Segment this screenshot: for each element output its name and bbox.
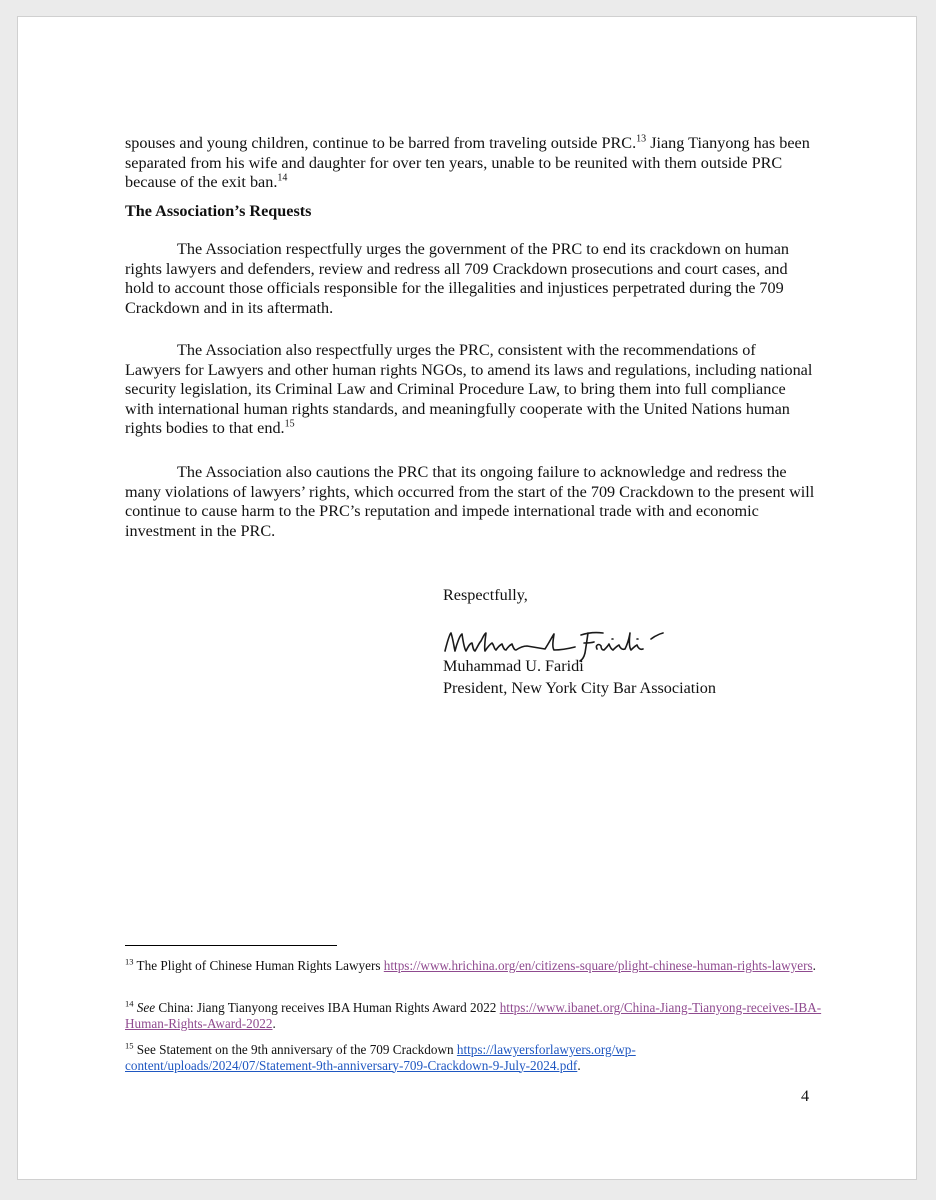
footnote-separator — [125, 945, 337, 946]
footnote-suffix: . — [812, 958, 816, 973]
footnote-number: 13 — [125, 956, 134, 967]
footnote-text: The Plight of Chinese Human Rights Lawyers — [133, 958, 384, 973]
footnote-suffix: . — [272, 1015, 276, 1031]
footnote-ref-13[interactable]: 13 — [636, 133, 647, 145]
intro-paragraph — [125, 134, 815, 193]
section-heading: The Association’s Requests — [125, 202, 312, 220]
intro-text-a: spouses and young children, continue to be barred from traveling outside PRC. — [125, 134, 637, 152]
document-page — [17, 16, 917, 1180]
request-1-text: The Association respectfully urges the government of the PRC to end its crackdown on human rights lawyers and defenders, review and redress all 709 Crackdown prosecutions and court cases, and hold to account those officials responsible for the illegalities and injustices perpetrated during the 709 Crackdown and in its aftermath. — [125, 240, 790, 317]
footnote-number: 14 — [125, 998, 134, 1009]
footnote-link[interactable]: https://www.ibanet.org/China-Jiang-Tianyong-receives-IBA-Human-Rights-Award-2022 — [125, 1000, 822, 1031]
footnote-13 — [125, 958, 825, 974]
signature-text: Muhammad Faridi — [441, 621, 449, 622]
footnote-14 — [125, 1000, 825, 1031]
request-3-text: The Association also cautions the PRC that its ongoing failure to acknowledge and redress the many violations of lawyers’ rights, which occurred from the start of the 709 Crackdown to the present will continue to cause harm to the PRC’s reputation and impede international trade with and economic investment in the PRC. — [125, 463, 815, 540]
footnote-number: 15 — [125, 1040, 134, 1051]
footnote-suffix: . — [577, 1057, 581, 1073]
signatory-name: Muhammad U. Faridi — [443, 657, 584, 675]
footnote-ref-15[interactable]: 15 — [284, 418, 295, 430]
request-2-text: The Association also respectfully urges the PRC, consistent with the recommendations of Lawyers for Lawyers and other human rights NGOs, to amend its laws and regulations, including national security legislation, its Criminal Law and Criminal Procedure Law, to bring them into full compliance with international human rights standards, and meaningfully cooperate with the United Nations human rights bodies to that end. — [125, 341, 813, 438]
intro-text-b: Jiang Tianyong has been separated from his wife and daughter for over ten years, unable to be reunited with them outside PRC because of the exit ban. — [125, 134, 810, 192]
request-paragraph-2 — [125, 341, 815, 439]
footnote-link[interactable]: https://www.hrichina.org/en/citizens-square/plight-chinese-human-rights-lawyers — [383, 958, 813, 973]
footnote-ref-14[interactable]: 14 — [277, 172, 288, 184]
request-paragraph-3 — [125, 463, 815, 541]
footnote-15 — [125, 1042, 825, 1073]
page-number: 4 — [801, 1087, 810, 1105]
footnote-signal: See — [133, 1000, 156, 1015]
footnote-text: See Statement on the 9th anniversary of the 709 Crackdown — [133, 1042, 457, 1057]
signatory-title: President, New York City Bar Association — [443, 679, 716, 697]
footnote-text: China: Jiang Tianyong receives IBA Human Rights Award 2022 — [155, 1000, 500, 1015]
closing-salutation: Respectfully, — [443, 586, 528, 604]
request-paragraph-1 — [125, 240, 815, 318]
footnote-link[interactable]: https://lawyersforlawyers.org/wp-content/uploads/2024/07/Statement-9th-anniversary-709-Crackdown-9-July-2024.pdf — [125, 1042, 636, 1073]
